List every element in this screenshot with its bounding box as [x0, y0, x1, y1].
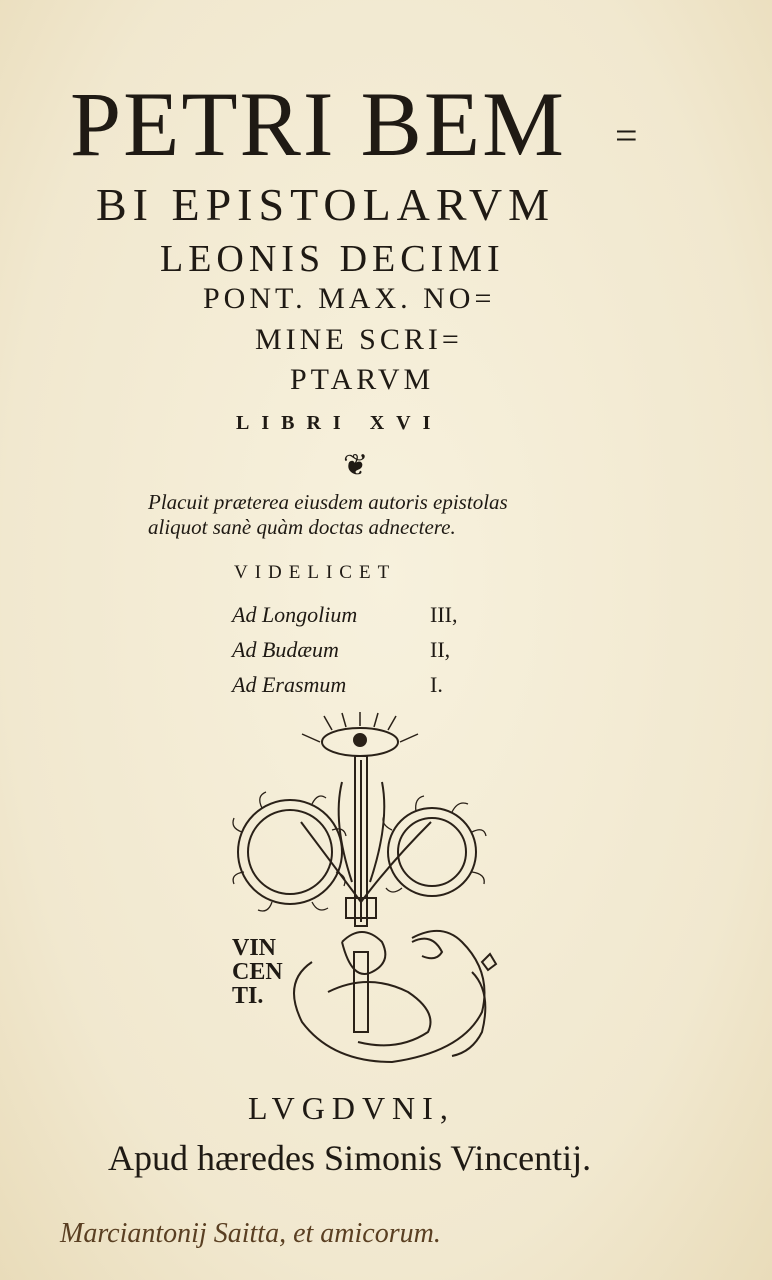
title-line-7: LIBRI XVI [236, 412, 443, 434]
printers-device-woodcut [232, 712, 512, 1082]
videlicet-heading: VIDELICET [234, 562, 397, 583]
placuit-line-2: aliquot sanè quàm doctas adnectere. [148, 515, 456, 539]
addressee-name: Ad Budæum [232, 637, 339, 662]
placuit-paragraph [148, 490, 508, 540]
imprint-place: LVGDVNI, [248, 1090, 455, 1126]
placuit-line-1: Placuit præterea eiusdem autoris epistolas [148, 490, 508, 514]
title-hyphen: = [615, 113, 638, 158]
fleuron-ornament: ❦ [343, 449, 369, 482]
addressee-name: Ad Longolium [232, 602, 358, 627]
imprint-publisher: Apud hæredes Simonis Vincentij. [108, 1138, 592, 1178]
title-line-1: PETRI BEM [70, 73, 566, 175]
addressee-name: Ad Erasmum [232, 672, 347, 697]
title-line-3: LEONIS DECIMI [160, 238, 505, 280]
addressee-count: II, [430, 637, 451, 662]
title-line-5: MINE SCRI= [255, 323, 463, 356]
addressee-count: III, [430, 602, 458, 627]
title-line-2: BI EPISTOLARVM [96, 179, 556, 230]
title-line-6: PTARVM [290, 363, 435, 396]
title-line-4: PONT. MAX. NO= [203, 282, 496, 315]
handwritten-ownership-inscription: Marciantonij Saitta, et amicorum. [60, 1218, 441, 1249]
device-motto: VIN CEN TI. [232, 935, 283, 1009]
addressee-count: I. [430, 672, 443, 697]
